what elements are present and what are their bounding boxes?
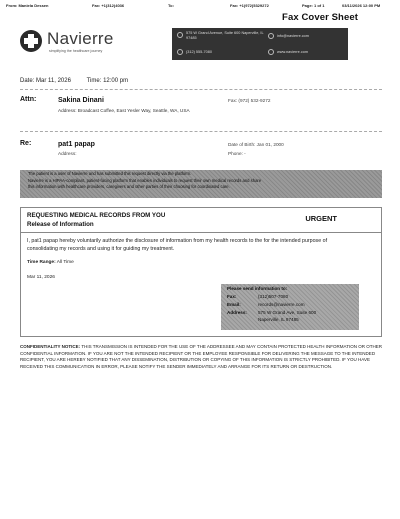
send-to-title: Please send information to: [227,286,288,291]
send-fax-value: (312)507-7080 [258,294,289,299]
fax-to-number: Fax: +1(972)5329272 [230,3,269,8]
divider [21,232,381,233]
platform-notice [20,170,382,198]
cover-sheet-title: Fax Cover Sheet [282,12,358,23]
patient-phone: Phone: - [228,151,246,156]
logo-cross-icon [20,30,42,52]
send-address-line2: Naperville, IL 97485 [258,317,299,322]
send-to-box [221,284,359,330]
attn-address: Address: Broadcast Coffee, East Yesler Way, Seattle, WA, USA [58,108,190,113]
date-value: Mar 11, 2026 [36,78,71,84]
patient-dob: Date of Birth: Jan 01, 2000 [228,142,284,147]
date-time-row [20,78,128,84]
brand-name: Navierre [47,29,114,48]
urgency-badge: URGENT [305,214,337,223]
patient-address: Address: [58,151,77,156]
request-title: REQUESTING MEDICAL RECORDS FROM YOU [27,212,166,219]
send-fax-label: Fax: [227,294,237,299]
send-email-label: Email: [227,302,241,307]
request-date: Mar 11, 2026 [27,275,55,280]
brand-tagline: simplifying the healthcare journey [49,49,103,53]
send-address-line1: 575 W Grand Ave, Suite 600 [258,310,317,315]
brand-logo [20,28,124,58]
email-icon [268,33,274,39]
notice-line: The patient is a user of Navierre and has submitted this request directly via the platform. [28,171,192,176]
patient-name: pat1 papap [58,141,95,148]
notice-line: this information with healthcare providers, caregivers and other parties of their choosing for coordinated care. [28,184,230,189]
fax-timestamp: 03/11/2026 12:00 PM [342,3,381,8]
fax-transmission-header [0,3,400,11]
authorization-text: I, pat1 papap hereby voluntarily authorize the disclosure of information from my health records to the for the intended purpose of consolidating my records and using it for guiding my treatment. [27,238,328,252]
attn-label: Attn: [20,96,37,103]
confidentiality-text: THIS TRANSMISSION IS INTENDED FOR THE USE OF THE ADDRESSEE AND MAY CONTAIN PROTECTED HEALTH INFORMATION OR OTHER CONFIDENTIAL INFORMATION. IF YOU ARE NOT THE INTENDED RECIPIENT OR THE EMPLOYEE RESPONSIBLE FOR DELIVERING THE MESSAGE TO THE INTENDED RECIPIENT, YOU ARE HEREBY NOTIFIED THAT ANY DISSEMINATION, DISTRIBUTION OR COPYING OF THIS INFORMATION IS STRICTLY PROHIBITED. IF YOU HAVE RECEIVED THIS COMMUNICATION IN ERROR, PLEASE NOTIFY THE SENDER IMMEDIATELY AND ARRANGE FOR ITS RETURN OR DESTRUCTION. [20,344,382,369]
confidentiality-label: CONFIDENTIALITY NOTICE: [20,344,81,349]
re-label: Re: [20,140,32,147]
fax-from-number: Fax: +1(312)4036 [92,3,125,8]
contact-address: 575 W Grand Avenue, Suite 600 Naperville, IL 97485 [186,31,264,40]
confidentiality-notice [20,344,382,370]
time-range [27,260,74,265]
location-icon [177,32,183,38]
records-request-box [20,207,382,337]
contact-website: www.navierre.com [277,50,309,54]
divider [20,89,382,90]
fax-from: From: Maniela Dessen [6,3,49,8]
notice-line: Navierre is a HIPAA-compliant, patient-facing platform that enables individuals to request their own medical records and share [28,177,262,183]
contact-email: info@navierre.com [277,34,309,38]
send-email-value: records@navierre.com [258,302,305,307]
attn-fax: Fax: (972) 532-9272 [228,98,271,103]
globe-icon [268,49,274,55]
fax-page: Page: 1 of 1 [302,3,325,8]
send-address-label: Address: [227,310,247,315]
time-label: Time: [86,78,102,84]
time-range-value: All Time [56,260,74,265]
attn-name: Sakina Dinani [58,97,104,104]
time-value: 12:00 pm [103,78,129,84]
contact-info-box [172,28,348,60]
divider [20,131,382,132]
request-subtitle: Release of Information [27,221,94,228]
fax-to: To: [168,3,174,8]
contact-phone: (312) 555-7080 [186,50,212,54]
phone-icon [177,49,183,55]
date-label: Date: [20,78,35,84]
time-range-label: Time Range: [27,260,56,265]
